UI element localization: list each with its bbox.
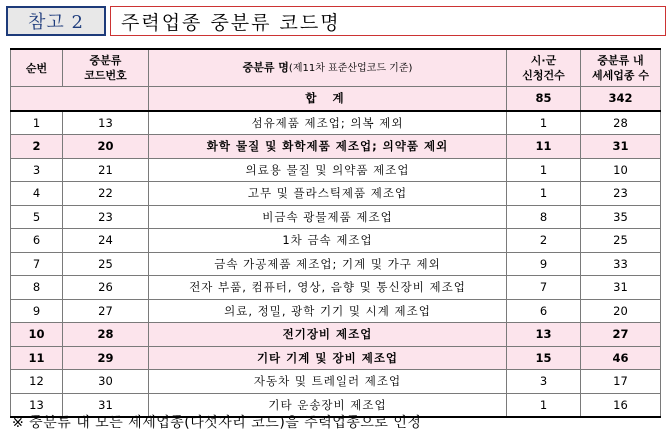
row-count: 8 <box>507 205 581 229</box>
table-row <box>11 299 661 323</box>
row-name: 의료, 정밀, 광학 기기 및 시계 제조업 <box>149 299 507 323</box>
table-row <box>11 370 661 394</box>
row-subcount: 23 <box>581 182 661 206</box>
header-code-line1: 중분류 <box>89 54 122 67</box>
header-count-line1: 시·군 <box>530 54 557 67</box>
header-number: 순번 <box>11 49 63 87</box>
row-subcount: 10 <box>581 158 661 182</box>
row-name: 비금속 광물제품 제조업 <box>149 205 507 229</box>
total-subcount: 342 <box>581 87 661 111</box>
table-row <box>11 229 661 253</box>
row-name: 자동차 및 트레일러 제조업 <box>149 370 507 394</box>
header-count-line2: 신청건수 <box>522 69 565 82</box>
row-number: 11 <box>11 346 63 370</box>
row-number: 13 <box>11 393 63 417</box>
table-row <box>11 252 661 276</box>
row-number: 9 <box>11 299 63 323</box>
row-count: 11 <box>507 135 581 159</box>
table-row <box>11 111 661 135</box>
row-number: 1 <box>11 111 63 135</box>
header-name <box>149 49 507 87</box>
total-empty-cell <box>11 87 149 111</box>
row-number: 2 <box>11 135 63 159</box>
row-subcount: 16 <box>581 393 661 417</box>
header-code <box>63 49 149 87</box>
row-code: 22 <box>63 182 149 206</box>
row-name: 화학 물질 및 화학제품 제조업; 의약품 제외 <box>149 135 507 159</box>
row-subcount: 27 <box>581 323 661 347</box>
row-subcount: 35 <box>581 205 661 229</box>
row-subcount: 46 <box>581 346 661 370</box>
header-name-main: 중분류 명 <box>242 61 289 74</box>
row-count: 7 <box>507 276 581 300</box>
row-code: 29 <box>63 346 149 370</box>
total-row <box>11 87 661 111</box>
table-row <box>11 135 661 159</box>
row-code: 26 <box>63 276 149 300</box>
row-number: 7 <box>11 252 63 276</box>
row-subcount: 17 <box>581 370 661 394</box>
row-number: 10 <box>11 323 63 347</box>
row-count: 6 <box>507 299 581 323</box>
header-name-note: (제11차 표준산업코드 기준) <box>288 63 413 74</box>
row-subcount: 20 <box>581 299 661 323</box>
row-count: 13 <box>507 323 581 347</box>
row-count: 1 <box>507 111 581 135</box>
row-code: 31 <box>63 393 149 417</box>
row-code: 27 <box>63 299 149 323</box>
row-count: 1 <box>507 158 581 182</box>
row-code: 23 <box>63 205 149 229</box>
header-code-line2: 코드번호 <box>84 69 127 82</box>
row-number: 4 <box>11 182 63 206</box>
row-subcount: 33 <box>581 252 661 276</box>
header-subcount <box>581 49 661 87</box>
table-row <box>11 323 661 347</box>
row-number: 5 <box>11 205 63 229</box>
reference-tag: 참고 2 <box>6 6 106 36</box>
row-number: 3 <box>11 158 63 182</box>
row-subcount: 25 <box>581 229 661 253</box>
row-name: 전기장비 제조업 <box>149 323 507 347</box>
row-code: 25 <box>63 252 149 276</box>
row-subcount: 31 <box>581 276 661 300</box>
row-name: 전자 부품, 컴퓨터, 영상, 음향 및 통신장비 제조업 <box>149 276 507 300</box>
row-code: 20 <box>63 135 149 159</box>
header-subcount-line2: 세세업종 수 <box>592 69 649 82</box>
footnote: ※ 중분류 내 모든 세세업종(다섯자리 코드)을 주력업종으로 인정 <box>12 415 422 431</box>
row-number: 12 <box>11 370 63 394</box>
row-code: 21 <box>63 158 149 182</box>
row-name: 섬유제품 제조업; 의복 제외 <box>149 111 507 135</box>
table-row <box>11 158 661 182</box>
row-count: 1 <box>507 182 581 206</box>
table-header-row <box>11 49 661 87</box>
row-number: 8 <box>11 276 63 300</box>
row-name: 고무 및 플라스틱제품 제조업 <box>149 182 507 206</box>
row-name: 1차 금속 제조업 <box>149 229 507 253</box>
row-count: 15 <box>507 346 581 370</box>
industry-code-table <box>10 48 661 418</box>
row-count: 2 <box>507 229 581 253</box>
table-row <box>11 205 661 229</box>
table-row <box>11 346 661 370</box>
row-code: 24 <box>63 229 149 253</box>
row-subcount: 31 <box>581 135 661 159</box>
row-name: 기타 기계 및 장비 제조업 <box>149 346 507 370</box>
total-count: 85 <box>507 87 581 111</box>
row-code: 13 <box>63 111 149 135</box>
row-count: 3 <box>507 370 581 394</box>
row-name: 기타 운송장비 제조업 <box>149 393 507 417</box>
row-code: 28 <box>63 323 149 347</box>
row-count: 1 <box>507 393 581 417</box>
table-row <box>11 276 661 300</box>
total-label: 합 계 <box>149 87 507 111</box>
row-code: 30 <box>63 370 149 394</box>
row-subcount: 28 <box>581 111 661 135</box>
row-name: 의료용 물질 및 의약품 제조업 <box>149 158 507 182</box>
row-number: 6 <box>11 229 63 253</box>
table-row <box>11 182 661 206</box>
header-subcount-line1: 중분류 내 <box>597 54 644 67</box>
row-name: 금속 가공제품 제조업; 기계 및 가구 제외 <box>149 252 507 276</box>
header-count <box>507 49 581 87</box>
row-count: 9 <box>507 252 581 276</box>
page-title: 주력업종 중분류 코드명 <box>110 6 666 36</box>
